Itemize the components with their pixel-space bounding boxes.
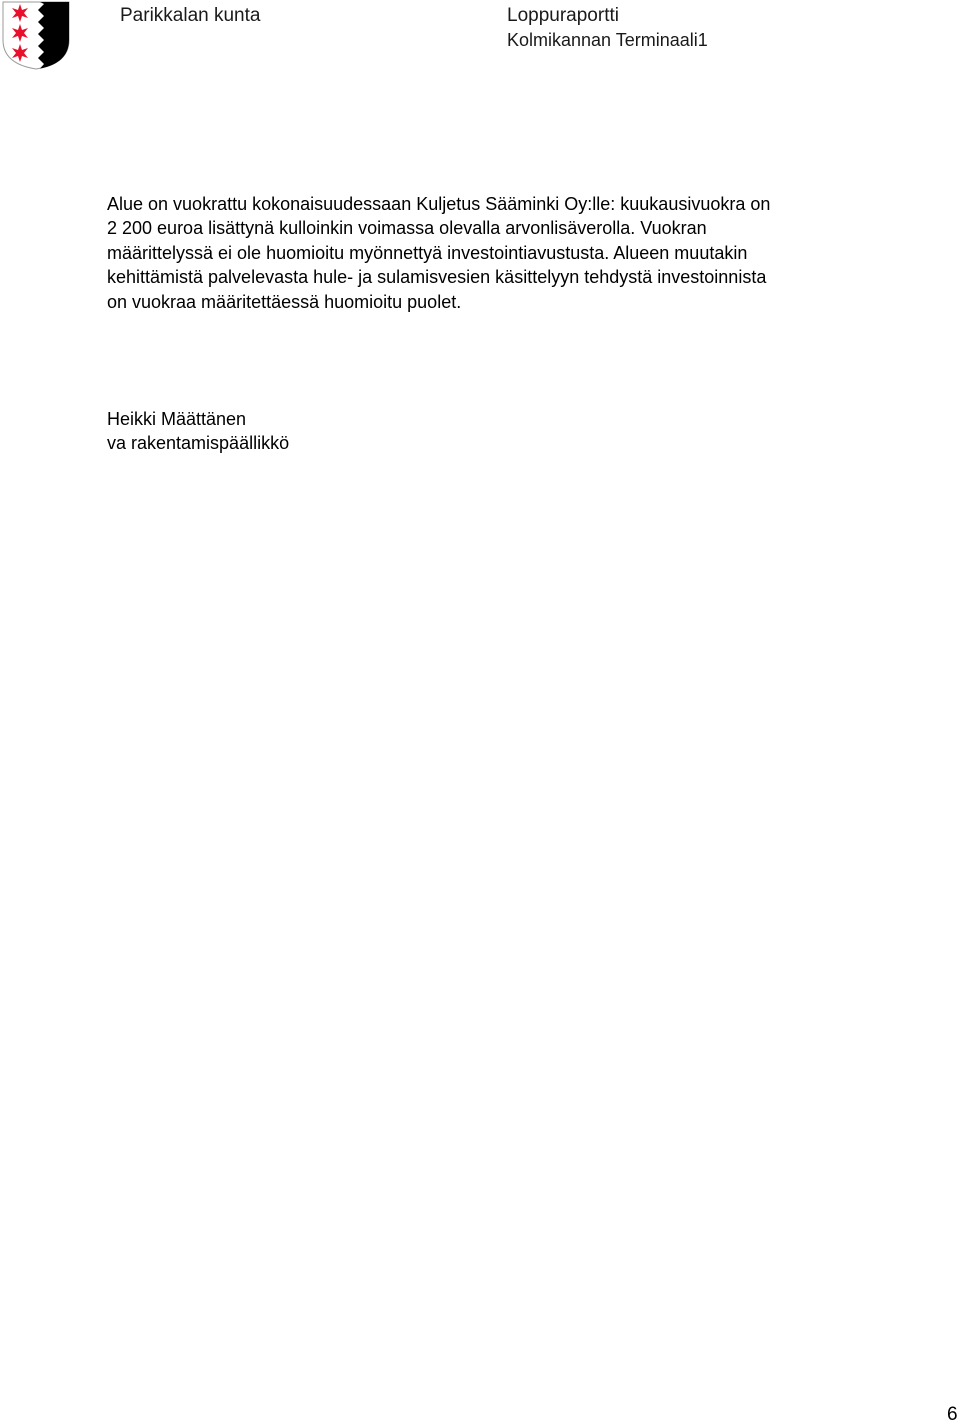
signatory-title: va rakentamispäällikkö: [107, 433, 290, 453]
page-number: 6: [947, 1404, 958, 1425]
document-subtitle: Kolmikannan Terminaali1: [507, 30, 708, 50]
document-header: [507, 4, 708, 52]
signatory-name: Heikki Määttänen: [107, 409, 247, 429]
body-paragraph: [107, 192, 907, 314]
municipal-coat-of-arms-icon: [0, 0, 72, 70]
body-line: määrittelyssä ei ole huomioitu myönnettyä investointiavustusta. Alueen muutakin: [107, 242, 748, 263]
body-line: 2 200 euroa lisättynä kulloinkin voimassa olevalla arvonlisäverolla. Vuokran: [107, 218, 707, 239]
organization-name: Parikkalan kunta: [120, 5, 261, 26]
signature-block: [107, 407, 289, 455]
body-line: Alue on vuokrattu kokonaisuudessaan Kuljetus Sääminki Oy:lle: kuukausivuokra on: [107, 194, 771, 214]
body-line: kehittämistä palvelevasta hule- ja sulamisvesien käsittelyyn tehdystä investoinnista: [107, 267, 767, 288]
body-line: on vuokraa määritettäessä huomioitu puolet.: [107, 291, 462, 312]
document-title: Loppuraportti: [507, 5, 619, 26]
